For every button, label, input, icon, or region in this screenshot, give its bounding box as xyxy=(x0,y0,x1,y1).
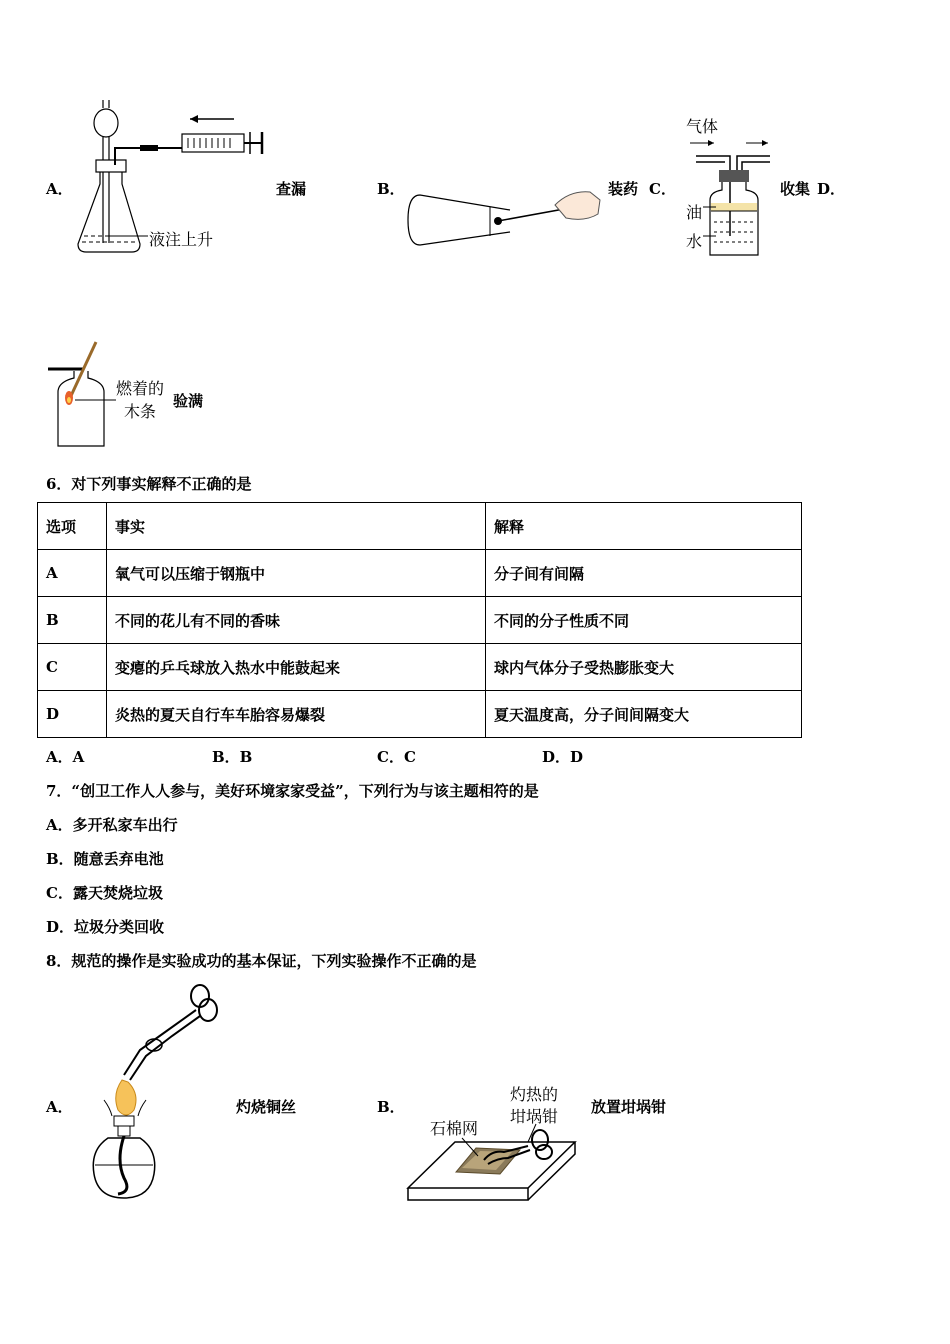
row-fact: 氧气可以压缩于钢瓶中 xyxy=(107,550,486,597)
burning-label: 燃着的 xyxy=(116,379,165,398)
q8-option-b-letter: B． xyxy=(377,1098,405,1116)
q5-option-a-letter: A． xyxy=(46,180,73,198)
q6-stem: 6．对下列事实解释不正确的是 xyxy=(46,475,252,493)
row-option: D xyxy=(38,691,107,738)
q6-choice-a[interactable]: A．A xyxy=(46,748,85,766)
q7-stem: 7．“创卫工作人人参与，美好环境家家受益”，下列行为与该主题相符的是 xyxy=(46,782,539,800)
q8-option-b-caption: 放置坩埚钳 xyxy=(591,1098,667,1116)
q6-choice-d[interactable]: D．D xyxy=(542,748,584,766)
water-label: 水 xyxy=(686,232,703,251)
crucible-tongs-label: 坩埚钳 xyxy=(510,1107,559,1126)
gas-label: 气体 xyxy=(686,117,719,136)
q6-choice-c[interactable]: C．C xyxy=(377,748,416,766)
row-explanation: 夏天温度高，分子间间隔变大 xyxy=(486,691,802,738)
row-explanation: 分子间有间隔 xyxy=(486,550,802,597)
q5-option-b-letter: B． xyxy=(377,180,405,198)
q7-choice-b[interactable]: B．随意丢弃电池 xyxy=(46,850,164,868)
q5-option-d-letter: D． xyxy=(817,180,846,198)
row-option: B xyxy=(38,597,107,644)
row-option: C xyxy=(38,644,107,691)
q8-option-a-caption: 灼烧铜丝 xyxy=(236,1098,297,1116)
hot-label: 灼热的 xyxy=(510,1085,559,1104)
row-explanation: 不同的分子性质不同 xyxy=(486,597,802,644)
q5-option-c-caption: 收集 xyxy=(780,180,811,198)
q7-choice-a[interactable]: A．多开私家车出行 xyxy=(46,816,178,834)
row-option: A xyxy=(38,550,107,597)
q5-option-b-caption: 装药 xyxy=(608,180,639,198)
q5-option-d-caption: 验满 xyxy=(173,392,204,410)
q6-choice-b[interactable]: B．B xyxy=(212,748,253,766)
row-fact: 变瘪的乒乓球放入热水中能鼓起来 xyxy=(107,644,486,691)
q7-choice-c[interactable]: C．露天焚烧垃圾 xyxy=(46,884,163,902)
oil-label: 油 xyxy=(686,203,703,222)
row-fact: 不同的花儿有不同的香味 xyxy=(107,597,486,644)
q8-option-a-letter: A． xyxy=(46,1098,73,1116)
wood-splint-label: 木条 xyxy=(124,402,157,421)
header-option: 选项 xyxy=(38,503,107,550)
asbestos-gauze-label: 石棉网 xyxy=(430,1119,479,1138)
header-explanation: 解释 xyxy=(486,503,802,550)
row-fact: 炎热的夏天自行车车胎容易爆裂 xyxy=(107,691,486,738)
header-fact: 事实 xyxy=(107,503,486,550)
q5-option-c-letter: C． xyxy=(649,180,676,198)
row-explanation: 球内气体分子受热膨胀变大 xyxy=(486,644,802,691)
q5-option-a-caption: 查漏 xyxy=(276,180,307,198)
q7-choice-d[interactable]: D．垃圾分类回收 xyxy=(46,918,165,936)
liquid-rise-label: 液注上升 xyxy=(149,230,214,249)
q8-stem: 8．规范的操作是实验成功的基本保证，下列实验操作不正确的是 xyxy=(46,952,477,970)
